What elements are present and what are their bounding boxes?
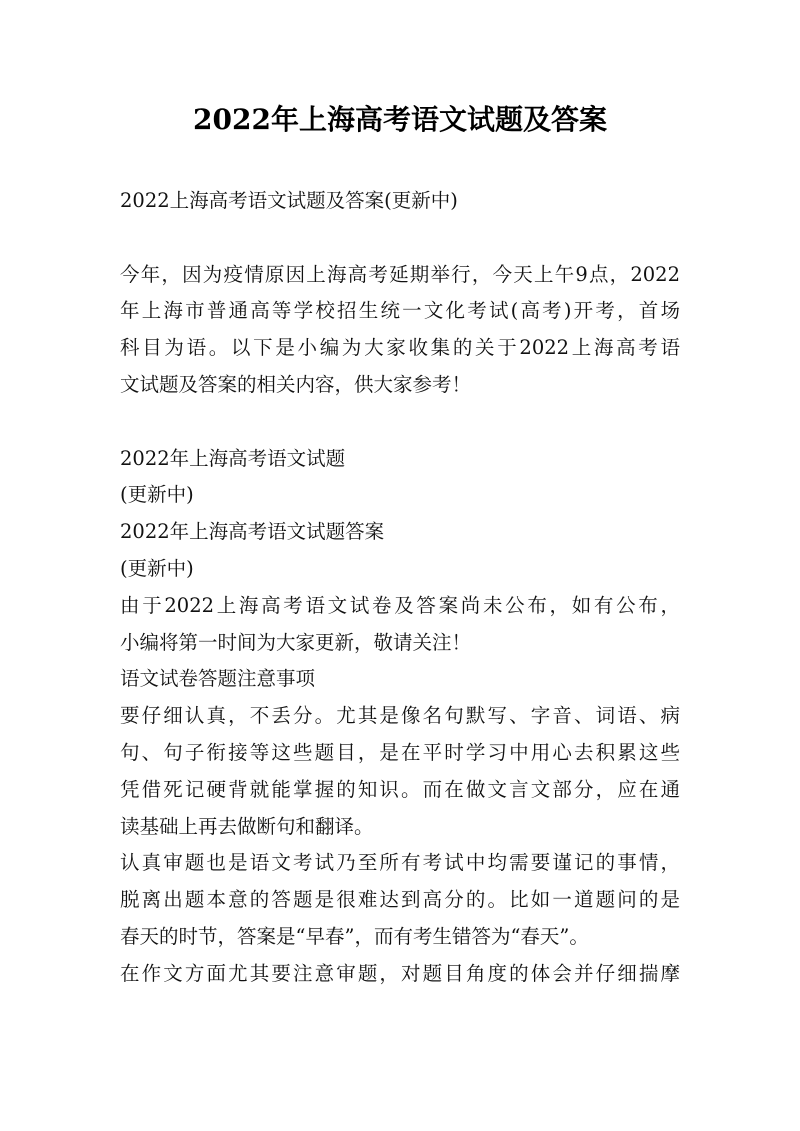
intro-line: 文试题及答案的相关内容，供大家参考！ xyxy=(120,372,472,396)
notice-line: 由于2022上海高考语文试卷及答案尚未公布，如有公布， xyxy=(120,593,680,617)
questions-status: (更新中) xyxy=(120,483,194,507)
answers-status: (更新中) xyxy=(120,556,194,580)
answers-heading: 2022年上海高考语文试题答案 xyxy=(120,520,385,544)
tip-paragraph-2 xyxy=(120,845,680,955)
subtitle: 2022上海高考语文试题及答案(更新中) xyxy=(120,189,458,212)
tip-line: 脱离出题本意的答题是很难达到高分的。比如一道题问的是 xyxy=(120,888,680,912)
notice-paragraph xyxy=(120,588,680,662)
notice-line: 小编将第一时间为大家更新，敬请关注！ xyxy=(120,630,472,654)
tip-line: 凭借死记硬背就能掌握的知识。而在做文言文部分，应在通 xyxy=(120,777,680,801)
spacer xyxy=(120,404,680,441)
tip-line: 要仔细认真，不丢分。尤其是像名句默写、字音、词语、病 xyxy=(120,704,680,728)
tip-line: 句、句子衔接等这些题目，是在平时学习中用心去积累这些 xyxy=(120,740,680,764)
tips-heading: 语文试卷答题注意事项 xyxy=(120,667,316,691)
tip-line: 在作文方面尤其要注意审题，对题目角度的体会并仔细揣摩 xyxy=(120,961,680,985)
intro-line: 年上海市普通高等学校招生统一文化考试(高考)开考，首场 xyxy=(120,299,680,323)
tip-line: 认真审题也是语文考试乃至所有考试中均需要谨记的事情， xyxy=(120,851,680,875)
intro-paragraph xyxy=(120,257,680,404)
tip-paragraph-1 xyxy=(120,698,680,845)
tip-paragraph-3 xyxy=(120,956,680,993)
tip-line: 读基础上再去做断句和翻译。 xyxy=(120,814,374,838)
document-body xyxy=(120,183,680,993)
questions-heading: 2022年上海高考语文试题 xyxy=(120,446,346,470)
intro-line: 科目为语。以下是小编为大家收集的关于2022上海高考语 xyxy=(120,336,680,360)
tip-line: 春天的时节，答案是“早春”，而有考生错答为“春天”。 xyxy=(120,924,589,948)
intro-line: 今年，因为疫情原因上海高考延期举行，今天上午9点，2022 xyxy=(120,262,680,286)
spacer xyxy=(120,220,680,257)
document-title: 2022年上海高考语文试题及答案 xyxy=(193,103,607,136)
